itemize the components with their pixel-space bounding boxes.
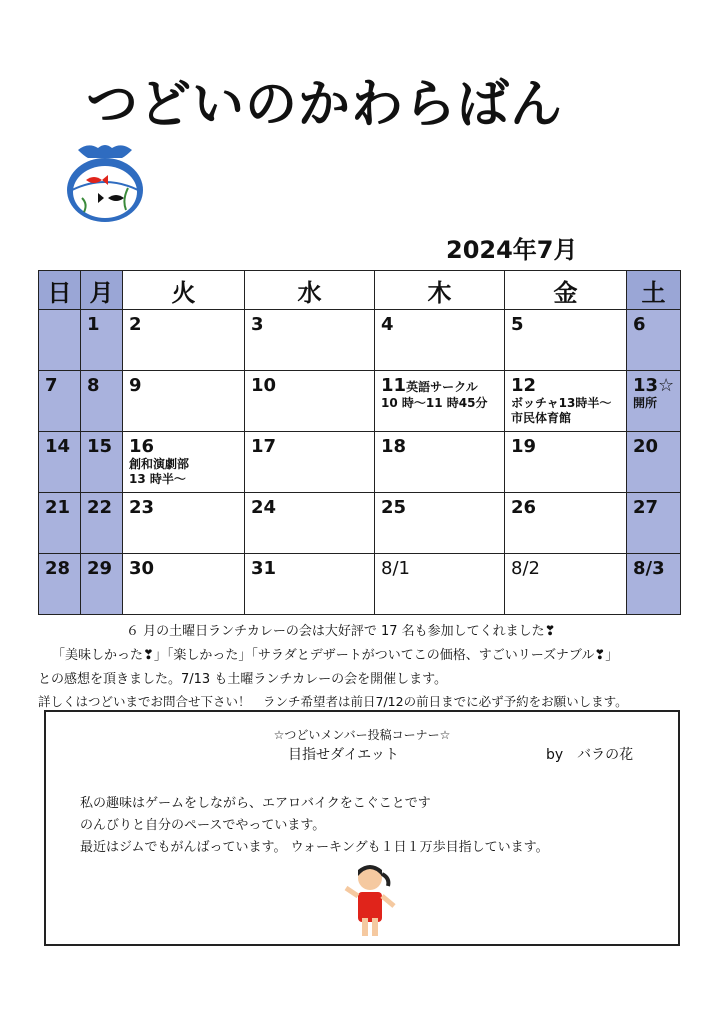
calendar-day-cell (39, 493, 81, 554)
calendar-day-cell (627, 493, 681, 554)
day-number: 23 (129, 497, 155, 518)
day-number: 16 (129, 436, 155, 457)
calendar-day-cell (81, 310, 123, 371)
calendar-day-cell (39, 310, 81, 371)
day-number: 14 (45, 436, 71, 457)
calendar-week-row (39, 554, 681, 615)
goldfish-bowl-icon (64, 140, 146, 224)
day-number: 20 (633, 436, 659, 457)
day-number: 2 (129, 314, 142, 335)
calendar-day-cell (123, 371, 245, 432)
corner-byline: by バラの花 (546, 747, 634, 763)
day-number: 8/3 (633, 558, 665, 579)
message-line-4: 詳しくはつどいまでお問合せ下さい！ ランチ希望者は前日7/12の前日までに必ず予約をお願いします。 (38, 694, 628, 709)
day-number: 27 (633, 497, 659, 518)
weekday-1: 月 (81, 271, 123, 310)
calendar-day-cell (245, 554, 375, 615)
event-note: 10 時～11 時45分 (381, 396, 488, 410)
weekday-3: 水 (245, 271, 375, 310)
calendar-day-cell (505, 554, 627, 615)
day-number: 9 (129, 375, 142, 396)
corner-line-1: 私の趣味はゲームをしながら、エアロバイクをこぐことです (80, 796, 431, 811)
calendar-day-cell (375, 432, 505, 493)
day-number: 15 (87, 436, 113, 457)
month-heading: 2024年7月 (446, 236, 578, 264)
calendar-day-cell (505, 371, 627, 432)
day-number: 13☆ (633, 375, 675, 396)
weekday-header-row (39, 271, 681, 310)
day-number: 4 (381, 314, 394, 335)
calendar-day-cell (245, 371, 375, 432)
member-corner-box (44, 710, 680, 946)
girl-illustration (338, 862, 402, 938)
calendar-day-cell (627, 371, 681, 432)
day-number: 18 (381, 436, 407, 457)
calendar-day-cell (81, 493, 123, 554)
calendar-day-cell (39, 371, 81, 432)
calendar-day-cell (81, 371, 123, 432)
calendar-day-cell (375, 554, 505, 615)
day-number: 26 (511, 497, 537, 518)
message-line-1: ６ 月の土曜日ランチカレーの会は大好評で 17 名も参加してくれました❣ (126, 624, 556, 639)
day-number: 10 (251, 375, 277, 396)
event-note: 創和演劇部 13 時半～ (129, 457, 190, 486)
calendar-day-cell (627, 310, 681, 371)
weekday-4: 木 (375, 271, 505, 310)
calendar-body (39, 310, 681, 615)
day-number: 19 (511, 436, 537, 457)
day-number: 5 (511, 314, 524, 335)
corner-line-3: 最近はジムでもがんばっています。 ウォーキングも１日１万歩目指しています。 (80, 840, 549, 855)
newsletter-title: つどいのかわらばん (86, 75, 564, 135)
calendar-day-cell (123, 493, 245, 554)
corner-title: 目指せダイエット (288, 747, 399, 763)
day-number: 7 (45, 375, 58, 396)
calendar-day-cell (505, 310, 627, 371)
message-line-2: 「美味しかった❣」「楽しかった」「サラダとデザートがついてこの価格、すごいリーズナブル❣」 (52, 648, 619, 663)
calendar-table (38, 270, 681, 615)
weekday-5: 金 (505, 271, 627, 310)
day-number: 28 (45, 558, 71, 579)
weekday-0: 日 (39, 271, 81, 310)
day-number: 25 (381, 497, 407, 518)
calendar-day-cell (39, 554, 81, 615)
message-line-3: との感想を頂きました。7/13 も土曜ランチカレーの会を開催します。 (38, 672, 448, 687)
day-number: 29 (87, 558, 113, 579)
calendar-day-cell (375, 310, 505, 371)
calendar-day-cell (245, 432, 375, 493)
calendar-day-cell (39, 432, 81, 493)
corner-header: ☆つどいメンバー投稿コーナー☆ (273, 728, 451, 742)
calendar-week-row (39, 371, 681, 432)
day-number: 11 (381, 375, 407, 396)
calendar-day-cell (627, 554, 681, 615)
calendar-day-cell (627, 432, 681, 493)
calendar-day-cell (245, 310, 375, 371)
event-note: ボッチャ13時半～ 市民体育館 (511, 396, 612, 425)
day-header (375, 371, 504, 396)
event-note: 開所 (633, 396, 658, 410)
calendar-week-row (39, 493, 681, 554)
day-number: 6 (633, 314, 646, 335)
day-number: 8/1 (381, 558, 410, 579)
day-number: 3 (251, 314, 264, 335)
day-number: 17 (251, 436, 277, 457)
calendar-week-row (39, 310, 681, 371)
day-number: 31 (251, 558, 277, 579)
day-number: 24 (251, 497, 277, 518)
weekday-6: 土 (627, 271, 681, 310)
day-number: 1 (87, 314, 100, 335)
calendar-day-cell (81, 554, 123, 615)
calendar-day-cell (123, 432, 245, 493)
calendar-day-cell (123, 554, 245, 615)
calendar-week-row (39, 432, 681, 493)
calendar-day-cell (81, 432, 123, 493)
day-number (39, 310, 80, 314)
day-number: 12 (511, 375, 537, 396)
calendar-day-cell (505, 493, 627, 554)
day-number: 22 (87, 497, 113, 518)
day-number: 8/2 (511, 558, 540, 579)
calendar-day-cell (375, 493, 505, 554)
day-number: 8 (87, 375, 100, 396)
calendar-day-cell (505, 432, 627, 493)
day-number: 21 (45, 497, 71, 518)
calendar-day-cell (375, 371, 505, 432)
calendar-day-cell (245, 493, 375, 554)
weekday-2: 火 (123, 271, 245, 310)
calendar-day-cell (123, 310, 245, 371)
event-label: 英語サークル (406, 380, 478, 394)
corner-line-2: のんびりと自分のペースでやっています。 (80, 818, 326, 833)
day-number: 30 (129, 558, 155, 579)
